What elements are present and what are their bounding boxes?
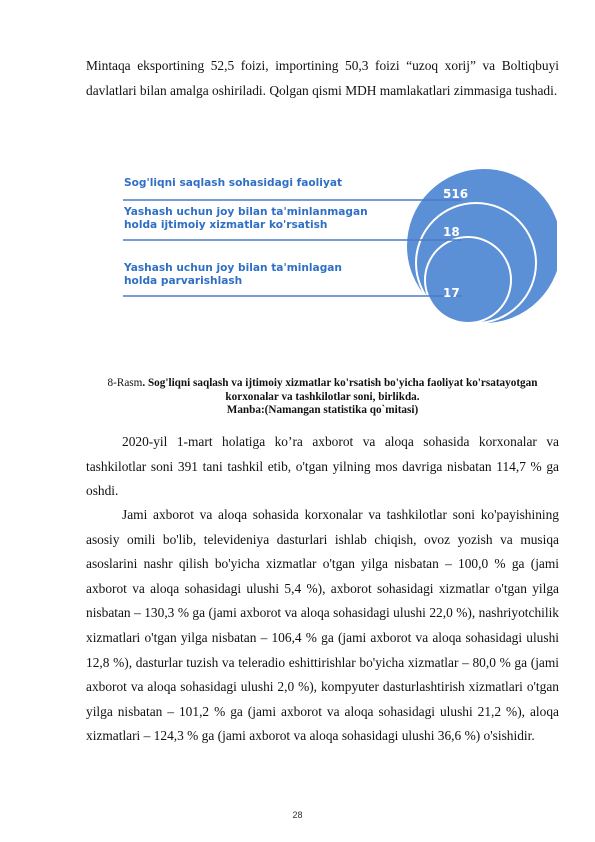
chart-value-3: 17 [443, 286, 460, 300]
figure-caption [86, 376, 559, 404]
body-paragraph: 2020-yil 1-mart holatiga ko’ra axborot va aloqa sohasida korxonalar va tashkilotlar soni 391 tani tashkil etib, o'tgan yilning mos davriga nisbatan 114,7 % ga oshdi. [86, 434, 559, 499]
caption-text: . Sog'liqni saqlash va ijtimoiy xizmatlar ko'rsatish bo'yicha faoliyat ko'rsatayotgan korxonalar va tashkilotlar soni, birlikda. [142, 377, 538, 403]
chart-label-2: Yashash uchun joy bilan ta'minlanmagan holda ijtimoiy xizmatlar ko'rsatish [124, 206, 368, 231]
body-paragraph: Mintaqa eksportining 52,5 foizi, importining 50,3 foizi “uzoq xorij” va Boltiqbuyi davlatlari bilan amalga oshiriladi. Qolgan qismi MDH mamlakatlari zimmasiga tushadi. [86, 58, 559, 98]
page-number: 28 [292, 810, 303, 820]
chart-label-3: Yashash uchun joy bilan ta'minlagan holda parvarishlash [124, 262, 342, 287]
chart-value-2: 18 [443, 225, 460, 239]
figure-source: Manba:(Namangan statistika qo`mitasi) [226, 404, 419, 416]
chart-value-1: 516 [443, 187, 469, 201]
nested-circles-chart [117, 160, 557, 335]
caption-lead: 8-Rasm [107, 377, 143, 389]
chart-label-1: Sog'liqni saqlash sohasidagi faoliyat [124, 177, 343, 189]
chart-circle-3 [425, 237, 511, 323]
body-paragraph: Jami axborot va aloqa sohasida korxonalar va tashkilotlar soni ko'payishining asosiy omili bo'lib, televideniya dasturlari ishlab chiqish, ovoz yozish va musiqa asoslarini nashr qilish bo'yicha xizmatlar o'tgan yilga nisbatan – 100,0 % ga (jami axborot va aloqa sohasidagi ulushi 5,4 %), axborot sohasidagi xizmatlar o'tgan yilga nisbatan – 130,3 % ga (jami axborot va aloqa sohasidagi ulushi 22,0 %), nashriyotchilik xizmatlari o'tgan yilga nisbatan – 106,4 % ga (jami axborot va aloqa sohasidagi ulushi 12,8 %), dasturlar tuzish va teleradio eshittirishlar bo'yicha xizmatlar – 80,0 % ga (jami axborot va aloqa sohasidagi ulushi 2,0 %), kompyuter dasturlashtirish xizmatlari o'tgan yilga nisbatan – 101,2 % ga (jami axborot va aloqa sohasidagi ulushi 21,2 %), aloqa xizmatlari – 124,3 % ga (jami axborot va aloqa sohasidagi ulushi 36,6 %) o'sishidir. [86, 507, 559, 744]
